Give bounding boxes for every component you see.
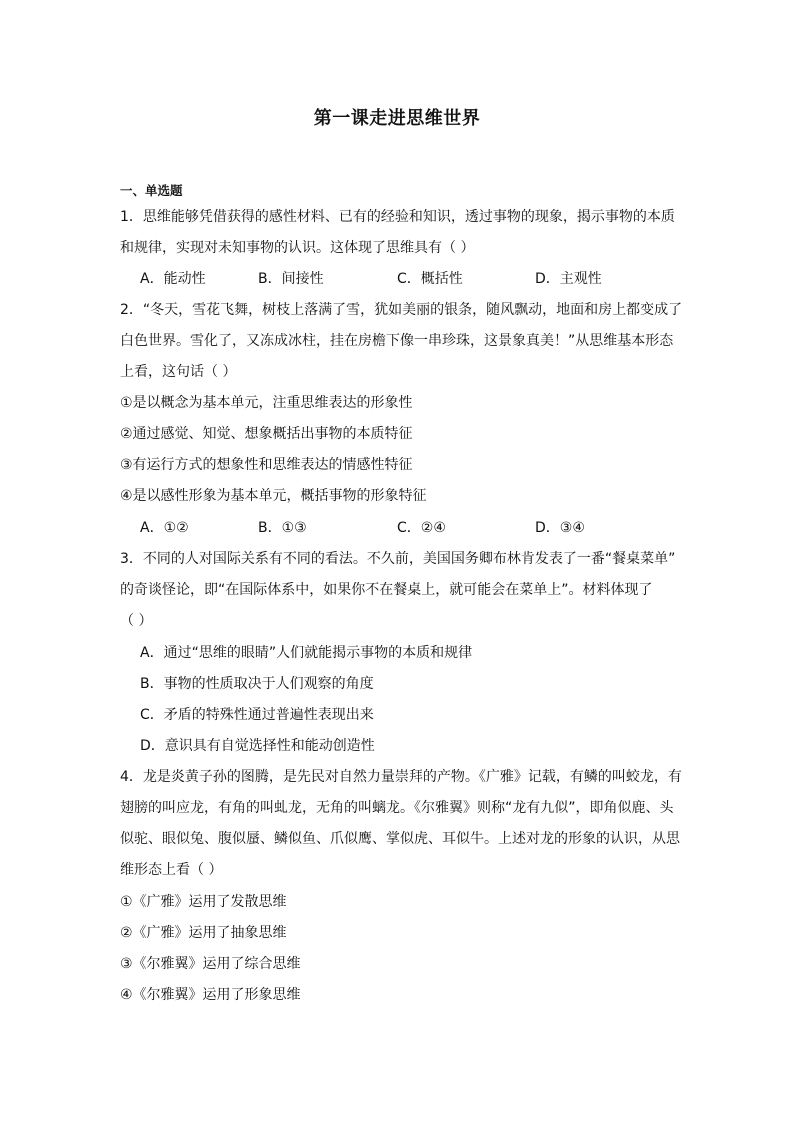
q2-option-b: B．①③	[258, 520, 307, 536]
q2-options	[120, 519, 680, 537]
q2-option-d: D．③④	[535, 520, 585, 536]
q4-text-line-1: 4．龙是炎黄子孙的图腾，是先民对自然力量崇拜的产物。《广雅》记载，有鳞的叫蛟龙，有	[120, 769, 682, 785]
q2-text-line-3: 上看，这句话（ ）	[120, 364, 237, 380]
q3-option-c: C．矛盾的特殊性通过普遍性表现出来	[140, 707, 374, 723]
q2-option-a: A．①②	[140, 520, 189, 536]
q2-statement-4: ④是以感性形象为基本单元，概括事物的形象特征	[120, 488, 427, 504]
q3-text-line-2: 的奇谈怪论，即“在国际体系中，如果你不在餐桌上，就可能会在菜单上”。材料体现了	[120, 582, 653, 598]
page-title: 第一课走进思维世界	[313, 108, 481, 129]
q1-option-a: A．能动性	[140, 271, 206, 287]
q2-statement-3: ③有运行方式的想象性和思维表达的情感性特征	[120, 457, 413, 473]
q3-option-b: B．事物的性质取决于人们观察的角度	[140, 676, 374, 692]
q4-statement-2: ②《广雅》运用了抽象思维	[120, 925, 287, 941]
q2-statement-1: ①是以概念为基本单元，注重思维表达的形象性	[120, 395, 413, 411]
q2-text-line-1: 2．“冬天，雪花飞舞，树枝上落满了雪，犹如美丽的银条，随风飘动，地面和房上都变成了	[120, 302, 683, 318]
q4-text-line-4: 维形态上看（ ）	[120, 862, 223, 878]
q1-option-c: C．概括性	[397, 271, 463, 287]
q2-statement-2: ②通过感觉、知觉、想象概括出事物的本质特征	[120, 426, 413, 442]
q1-options	[120, 270, 680, 288]
q3-text-line-1: 3．不同的人对国际关系有不同的看法。不久前，美国国务卿布林肯发表了一番“餐桌菜单”	[120, 551, 676, 567]
q4-statement-1: ①《广雅》运用了发散思维	[120, 894, 287, 910]
q3-option-a: A．通过“思维的眼睛”人们就能揭示事物的本质和规律	[140, 645, 473, 661]
q2-option-c: C．②④	[397, 520, 446, 536]
q3-text-line-3: （ ）	[120, 613, 153, 629]
q4-text-line-3: 似驼、眼似兔、腹似蜃、鳞似鱼、爪似鹰、掌似虎、耳似牛。上述对龙的形象的认识，从思	[120, 831, 680, 847]
q1-option-d: D．主观性	[535, 271, 602, 287]
q4-statement-4: ④《尔雅翼》运用了形象思维	[120, 987, 301, 1003]
q2-text-line-2: 白色世界。雪化了，又冻成冰柱，挂在房檐下像一串珍珠，这景象真美！”从思维基本形态	[120, 333, 674, 349]
section-heading: 一、单选题	[120, 183, 183, 198]
q3-option-d: D．意识具有自觉选择性和能动创造性	[140, 738, 375, 754]
q1-text-line-2: 和规律，实现对未知事物的认识。这体现了思维具有（ ）	[120, 240, 475, 256]
q1-option-b: B．间接性	[258, 271, 324, 287]
q4-statement-3: ③《尔雅翼》运用了综合思维	[120, 956, 301, 972]
q1-text-line-1: 1．思维能够凭借获得的感性材料、已有的经验和知识，透过事物的现象，揭示事物的本质	[120, 209, 675, 225]
q4-text-line-2: 翅膀的叫应龙，有角的叫虬龙，无角的叫螭龙。《尔雅翼》则称“龙有九似”，即角似鹿、头	[120, 800, 674, 816]
